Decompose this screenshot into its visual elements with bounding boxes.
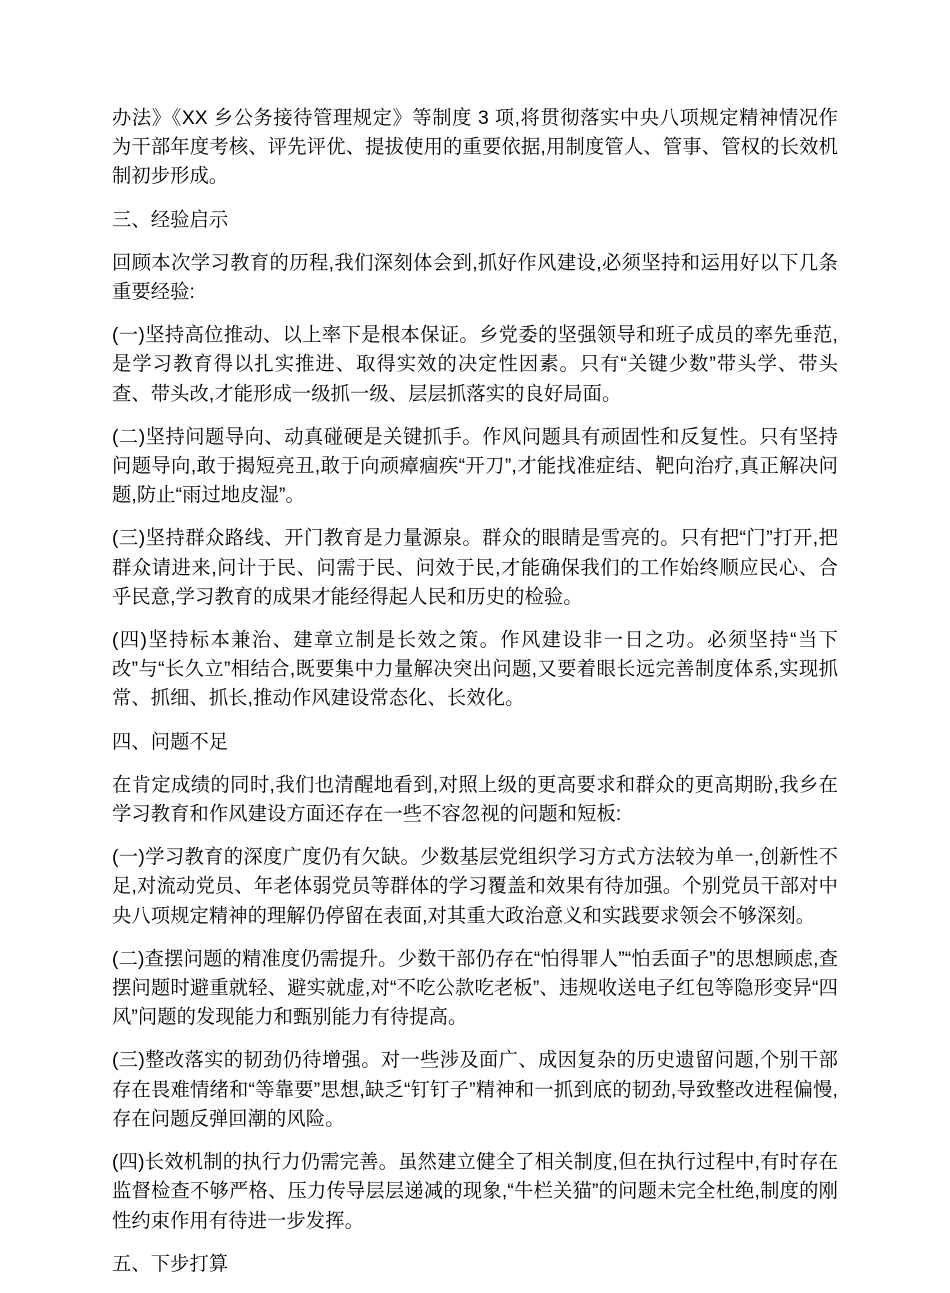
- paragraph-experience-two: (二)坚持问题导向、动真碰硬是关键抓手。作风问题具有顽固性和反复性。只有坚持问题导向,敢于揭短亮丑,敢于向顽瘴痼疾“开刀”,才能找准症结、靶向治疗,真正解决问题,防止“雨过地皮湿”。: [112, 426, 838, 507]
- paragraph-problem-one: (一)学习教育的深度广度仍有欠缺。少数基层党组织学习方式方法较为单一,创新性不足,对流动党员、年老体弱党员等群体的学习覆盖和效果有待加强。个别党员干部对中央八项规定精神的理解仍停留在表面,对其重大政治意义和实践要求领会不够深刻。: [112, 847, 838, 927]
- heading-section-three: 三、经验启示: [112, 209, 229, 231]
- document-text-column: [112, 104, 838, 1293]
- paragraph-experience-four: (四)坚持标本兼治、建章立制是长效之策。作风建设非一日之功。必须坚持“当下改”与“长久立”相结合,既要集中力量解决突出问题,又要着眼长远完善制度体系,实现抓常、抓细、抓长,推动作风建设常态化、长效化。: [112, 630, 838, 710]
- heading-section-four: 四、问题不足: [112, 731, 229, 753]
- paragraph-experience-three: (三)坚持群众路线、开门教育是力量源泉。群众的眼睛是雪亮的。只有把“门”打开,把群众请进来,问计于民、问需于民、问效于民,才能确保我们的工作始终顺应民心、合乎民意,学习教育的成果才能经得起人民和历史的检验。: [112, 528, 838, 608]
- paragraph-problems-intro: 在肯定成绩的同时,我们也清醒地看到,对照上级的更高要求和群众的更高期盼,我乡在学习教育和作风建设方面还存在一些不容忽视的问题和短板:: [112, 774, 838, 826]
- paragraph-institutional-mechanism: 办法》《XX 乡公务接待管理规定》等制度 3 项,将贯彻落实中央八项规定精神情况作为干部年度考核、评先评优、提拔使用的重要依据,用制度管人、管事、管权的长效机制初步形成。: [112, 108, 838, 188]
- heading-section-five: 五、下步打算: [112, 1253, 229, 1275]
- paragraph-experience-one: (一)坚持高位推动、以上率下是根本保证。乡党委的坚强领导和班子成员的率先垂范,是学习教育得以扎实推进、取得实效的决定性因素。只有“关键少数”带头学、带头查、带头改,才能形成一级抓一级、层层抓落实的良好局面。: [112, 325, 838, 405]
- paragraph-problem-four: (四)长效机制的执行力仍需完善。虽然建立健全了相关制度,但在执行过程中,有时存在监督检查不够严格、压力传导层层递减的现象,“牛栏关猫”的问题未完全杜绝,制度的刚性约束作用有待进一步发挥。: [112, 1152, 838, 1232]
- paragraph-problem-two: (二)查摆问题的精准度仍需提升。少数干部仍存在“怕得罪人”“怕丢面子”的思想顾虑,查摆问题时避重就轻、避实就虚,对“不吃公款吃老板”、违规收送电子红包等隐形变异“四风”问题的发现能力和甄别能力有待提高。: [112, 948, 838, 1029]
- paragraph-review-intro: 回顾本次学习教育的历程,我们深刻体会到,抓好作风建设,必须坚持和运用好以下几条重要经验:: [112, 252, 838, 304]
- paragraph-problem-three: (三)整改落实的韧劲仍待增强。对一些涉及面广、成因复杂的历史遗留问题,个别干部存在畏难情绪和“等靠要”思想,缺乏“钉钉子”精神和一抓到底的韧劲,导致整改进程偏慢,存在问题反弹回潮的风险。: [112, 1050, 838, 1130]
